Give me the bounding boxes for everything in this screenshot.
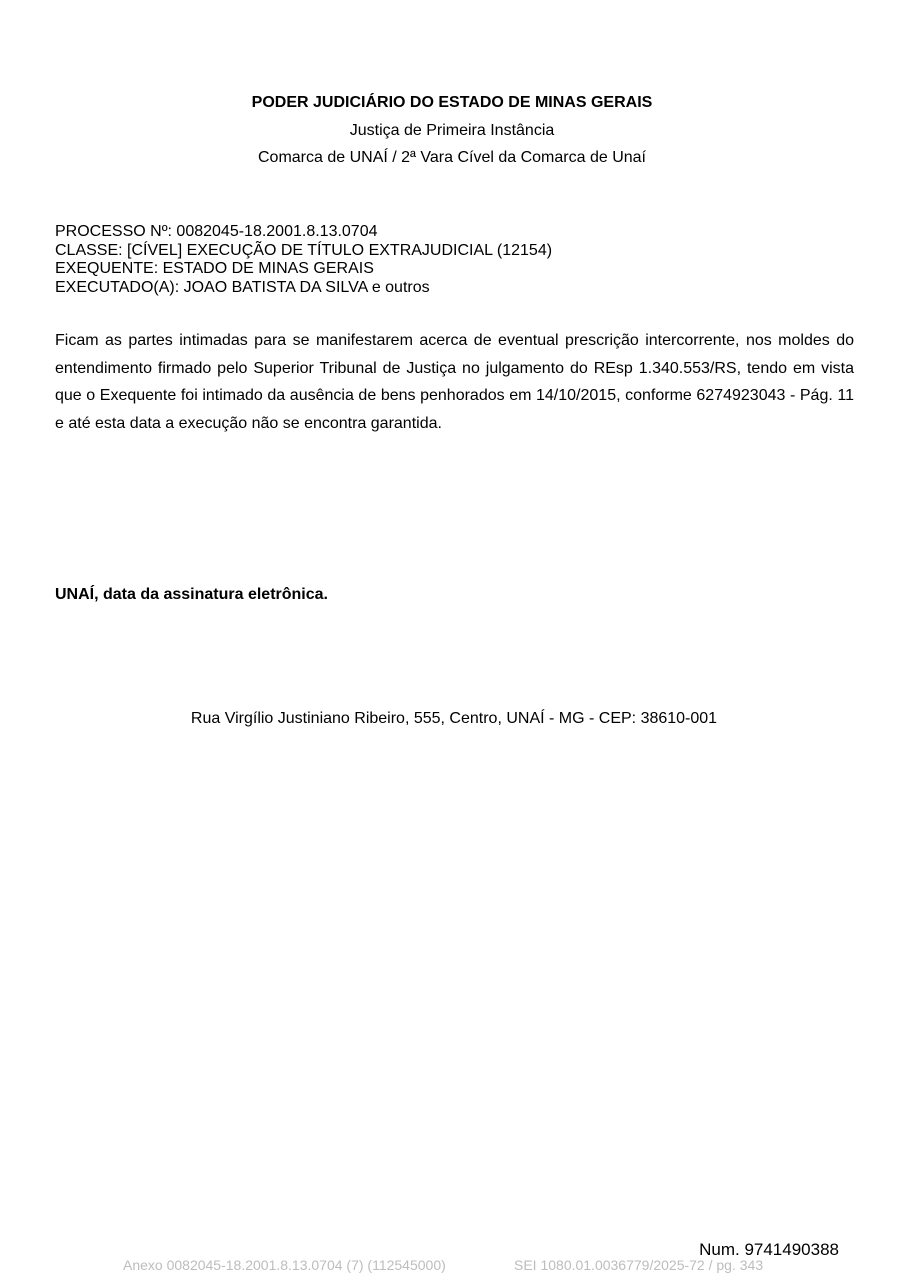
court-name: Comarca de UNAÍ / 2ª Vara Cível da Comarca de Unaí <box>257 149 646 166</box>
process-plaintiff: EXEQUENTE: ESTADO DE MINAS GERAIS <box>55 260 374 277</box>
process-class: CLASSE: [CÍVEL] EXECUÇÃO DE TÍTULO EXTRAJUDICIAL (12154) <box>55 241 553 259</box>
process-defendant: EXECUTADO(A): JOAO BATISTA DA SILVA e outros <box>55 278 430 296</box>
body-paragraph: Ficam as partes intimadas para se manifestarem acerca de eventual prescrição intercorrente, nos moldes do entendimento firmado pelo Superior Tribunal de Justiça no julgamento do REsp 1.340.553/RS, tendo em vista que o Exequente foi intimado da ausência de bens penhorados em 14/10/2015, conforme 6274923043 - Pág. 11 e até esta data a execução não se encontra garantida. <box>55 332 854 432</box>
court-title: PODER JUDICIÁRIO DO ESTADO DE MINAS GERAIS <box>251 94 653 111</box>
document-number: Num. 9741490388 <box>699 1240 839 1259</box>
signature-line: UNAÍ, data da assinatura eletrônica. <box>55 586 328 603</box>
court-address: Rua Virgílio Justiniano Ribeiro, 555, Centro, UNAÍ - MG - CEP: 38610-001 <box>190 710 718 727</box>
footer-annex: Anexo 0082045-18.2001.8.13.0704 (7) (112545000) <box>123 1257 446 1273</box>
process-info <box>55 223 552 297</box>
court-subtitle: Justiça de Primeira Instância <box>349 122 555 139</box>
process-number: PROCESSO Nº: 0082045-18.2001.8.13.0704 <box>55 223 378 240</box>
footer-sei: SEI 1080.01.0036779/2025-72 / pg. 343 <box>514 1257 764 1273</box>
